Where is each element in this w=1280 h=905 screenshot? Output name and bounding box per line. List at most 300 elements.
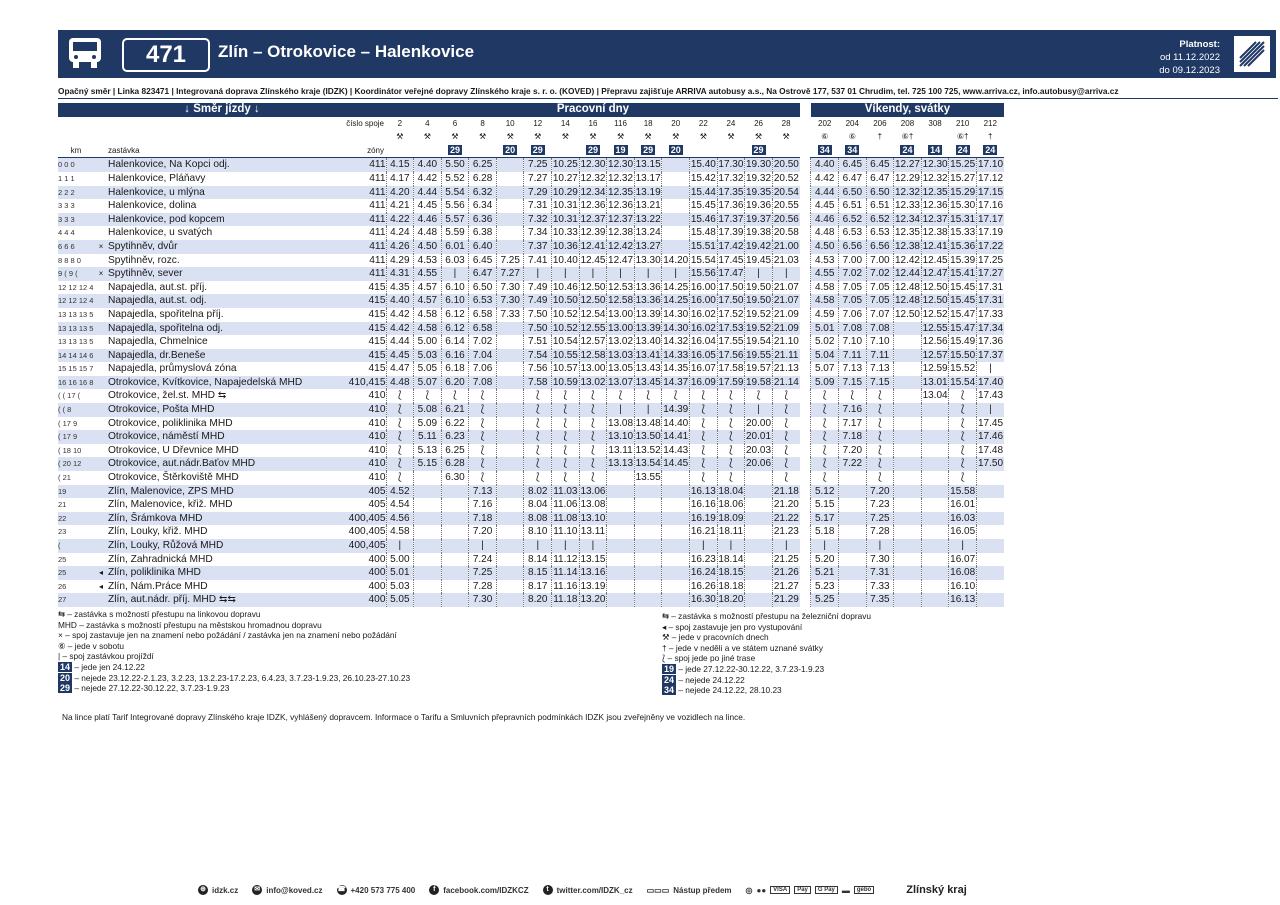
departure-time: 8.04 <box>524 498 552 512</box>
stop-name: Otrokovice, U Dřevnice MHD <box>108 444 239 456</box>
departure-time <box>496 362 524 376</box>
departure-time <box>745 498 773 512</box>
timetable-grid <box>58 103 1004 607</box>
departure-time: 4.22 <box>386 213 414 227</box>
stop-km: 8 8 8 0 <box>58 255 81 265</box>
departure-time: | <box>745 267 773 281</box>
departure-time <box>496 403 524 417</box>
departure-time: 6.47 <box>839 172 867 186</box>
stop-zone: 410 <box>368 472 386 484</box>
departure-time: 18.06 <box>718 499 744 511</box>
stop-name: Zlín, Šrámkova MHD <box>108 512 318 526</box>
departure-time: ⟅ <box>469 403 497 417</box>
departure-time: 7.02 <box>839 267 867 281</box>
departure-time: 20.52 <box>773 172 799 184</box>
departure-time: | <box>579 267 607 281</box>
gap <box>800 144 811 158</box>
departure-time: 13.11 <box>608 444 633 456</box>
departure-time: 4.58 <box>414 308 442 322</box>
stop-zone: 411 <box>369 172 386 184</box>
departure-time: | <box>524 539 552 553</box>
gap <box>800 103 811 117</box>
departure-time: 18.11 <box>718 526 744 538</box>
departure-time: 4.15 <box>386 158 414 172</box>
departure-time: ⟅ <box>662 389 690 403</box>
departure-time: 13.10 <box>608 431 634 443</box>
stop-zone: 411 <box>369 200 386 212</box>
stop-km: 13 13 13 5 <box>58 322 94 336</box>
departure-time: 16.05 <box>950 526 976 538</box>
departure-time: 12.30 <box>922 159 948 171</box>
departure-time: 4.46 <box>414 213 442 227</box>
stop-km: 27 <box>58 593 94 607</box>
stop-row <box>58 172 1004 186</box>
departure-time: 18.20 <box>718 594 744 606</box>
departure-time: | <box>976 362 1004 376</box>
departure-time <box>496 471 524 485</box>
departure-time: ⟅ <box>717 417 745 431</box>
stop-km: 12 12 12 4 <box>58 294 94 308</box>
stop-flag <box>94 362 108 376</box>
departure-time: 17.42 <box>718 240 744 252</box>
departure-time: 5.59 <box>441 226 469 240</box>
stop-name: Halenkovice, Na Kopci odj. <box>108 158 318 172</box>
departure-time <box>894 444 922 458</box>
departure-time: 14.32 <box>663 336 689 348</box>
departure-time: ⟅ <box>772 471 800 485</box>
departure-time: ⟅ <box>469 471 497 485</box>
departure-time <box>921 485 949 499</box>
departure-time: 6.40 <box>469 240 497 254</box>
departure-time: 15.30 <box>950 200 976 212</box>
departure-time: 11.12 <box>553 553 578 565</box>
departure-time <box>496 172 524 186</box>
departure-time: ⟅ <box>386 471 414 485</box>
gap <box>800 349 811 363</box>
gap <box>800 457 811 471</box>
footer-email[interactable] <box>252 885 322 895</box>
departure-time: 12.36 <box>922 200 948 212</box>
departure-time: 7.28 <box>866 525 894 539</box>
departure-time: 5.00 <box>386 553 414 567</box>
departure-time: 14.25 <box>663 295 689 307</box>
departure-time: 6.56 <box>866 240 894 254</box>
stop-zone: 411 <box>369 254 386 266</box>
stop-km: 3 3 3 <box>58 201 75 211</box>
departure-time: 17.17 <box>978 213 1004 225</box>
departure-time: 7.06 <box>839 308 867 322</box>
gap <box>800 240 811 254</box>
departure-time: 15.47 <box>950 308 976 320</box>
departure-time <box>441 539 469 553</box>
gap <box>800 498 811 512</box>
footer-twitter[interactable] <box>543 885 633 895</box>
departure-time: 12.27 <box>894 159 920 171</box>
departure-time: | <box>772 267 800 281</box>
stop-row <box>58 580 1004 594</box>
departure-time <box>921 403 949 417</box>
departure-time: 8.14 <box>524 553 552 567</box>
departure-time: 15.58 <box>950 485 976 497</box>
stop-km: ( 17 9 <box>58 418 78 428</box>
departure-time: 4.26 <box>386 240 414 254</box>
departure-time: 10.31 <box>552 200 578 212</box>
blank <box>94 117 108 131</box>
departure-time: 13.52 <box>635 444 661 456</box>
departure-time <box>839 539 867 553</box>
trip-note <box>607 144 635 158</box>
legend-note <box>662 675 871 686</box>
departure-time <box>662 566 690 580</box>
stop-zone: 410 <box>318 430 386 444</box>
trip-symbol: ⑥† <box>956 132 969 142</box>
departure-time: 6.53 <box>839 226 867 240</box>
gap <box>800 322 811 336</box>
departure-time: 5.03 <box>386 580 414 594</box>
departure-time: 16.00 <box>690 281 716 293</box>
stop-row <box>58 335 1004 349</box>
departure-time: | <box>634 403 662 417</box>
departure-time: 17.31 <box>978 281 1004 293</box>
stop-flag <box>94 417 108 431</box>
departure-time <box>496 199 524 213</box>
stop-km: 23 <box>58 527 67 537</box>
legend-right-item: ◂ – spoj zastavuje jen pro vystupování <box>662 621 803 632</box>
mail-icon: ✉ <box>252 885 262 895</box>
departure-time: 4.58 <box>386 525 414 539</box>
trip-note <box>976 144 1004 158</box>
departure-time <box>441 525 469 539</box>
departure-time: 7.20 <box>469 525 497 539</box>
footer-email-text: info@koved.cz <box>266 885 323 895</box>
note-text: – jede jen 24.12.22 <box>74 661 145 672</box>
departure-time: 7.27 <box>524 172 552 186</box>
departure-time: 17.55 <box>718 336 744 348</box>
departure-time <box>976 539 1004 553</box>
departure-time: ⟅ <box>634 389 662 403</box>
legend-left-item: MHD – zastávka s možností přestupu na městskou hromadnou dopravu <box>58 619 322 630</box>
departure-time: 17.50 <box>978 458 1004 470</box>
departure-time: 7.54 <box>524 349 552 363</box>
departure-time: 12.56 <box>922 336 948 348</box>
departure-time: 12.47 <box>922 268 948 280</box>
footer-facebook-text: facebook.com/IDZKCZ <box>443 885 529 895</box>
departure-time: ⟅ <box>811 403 839 417</box>
departure-time: 17.36 <box>978 336 1004 348</box>
departure-time: 15.25 <box>950 159 976 171</box>
departure-time: 21.13 <box>773 363 799 375</box>
departure-time <box>894 362 922 376</box>
departure-time <box>496 430 524 444</box>
blank <box>108 117 318 131</box>
departure-time <box>662 471 690 485</box>
departure-time: 4.52 <box>386 485 414 499</box>
departure-time: 20.06 <box>746 458 772 470</box>
departure-time: 20.03 <box>746 444 772 456</box>
stop-zone: 415 <box>368 336 386 348</box>
departure-time: 13.54 <box>635 458 661 470</box>
gap <box>800 389 811 403</box>
departure-time <box>441 566 469 580</box>
departure-time: ⟅ <box>579 430 607 444</box>
departure-time: 7.30 <box>496 294 524 308</box>
departure-time: 17.30 <box>718 159 744 171</box>
departure-time: 12.30 <box>608 159 634 171</box>
departure-time: 12.37 <box>608 213 634 225</box>
departure-time: 12.50 <box>580 295 606 307</box>
facebook-icon: f <box>429 885 439 895</box>
legend-right-item: ⚒ – jede v pracovních dnech <box>662 632 769 643</box>
departure-time <box>441 553 469 567</box>
col-zone-label: zóny <box>318 144 386 158</box>
gap <box>800 213 811 227</box>
departure-time <box>839 566 867 580</box>
footer-facebook[interactable] <box>429 885 528 895</box>
stop-row <box>58 457 1004 471</box>
footer-phone-text: +420 573 775 400 <box>350 885 416 895</box>
valid-to: do 09.12.2023 <box>1159 65 1220 76</box>
departure-time: ⟅ <box>949 457 977 471</box>
departure-time: 21.00 <box>773 240 799 252</box>
departure-time: ⟅ <box>579 471 607 485</box>
departure-time: 13.15 <box>635 159 661 171</box>
departure-time: 5.15 <box>811 498 839 512</box>
departure-time: | <box>579 539 607 553</box>
departure-time: 5.15 <box>414 457 442 471</box>
departure-time: | <box>662 267 690 281</box>
trip-number: 6 <box>452 118 458 128</box>
departure-time: 8.17 <box>524 580 552 594</box>
departure-time: 6.51 <box>839 199 867 213</box>
departure-time <box>745 471 773 485</box>
departure-time <box>607 539 635 553</box>
legend-right-item: ⇆ – zastávka s možností přestupu na železniční dopravu <box>662 611 871 621</box>
legend-right-item: † – jede v neděli a ve státem uznané svátky <box>662 642 823 653</box>
departure-time: 12.48 <box>894 295 920 307</box>
col-spoj-label: číslo spoje <box>346 118 384 128</box>
departure-time <box>839 512 867 526</box>
trip-number: 204 <box>845 118 859 128</box>
departure-time: 12.38 <box>608 227 634 239</box>
departure-time: 11.16 <box>553 580 578 592</box>
trip-note <box>524 144 552 158</box>
departure-time: 4.44 <box>414 186 442 200</box>
departure-time: 7.23 <box>866 498 894 512</box>
departure-time: 6.28 <box>469 172 497 186</box>
departure-time: 10.36 <box>552 240 578 252</box>
departure-time: 20.01 <box>746 431 772 443</box>
departure-time: 17.48 <box>978 444 1004 456</box>
departure-time <box>662 593 690 607</box>
departure-time: 4.47 <box>386 362 414 376</box>
stop-row <box>58 485 1004 499</box>
departure-time <box>921 498 949 512</box>
departure-time <box>607 553 635 567</box>
trip-note <box>717 144 745 158</box>
departure-time: 7.13 <box>866 362 894 376</box>
trip-note <box>662 144 690 158</box>
stop-zone: 411 <box>318 186 386 200</box>
departure-time: ⟅ <box>524 471 552 485</box>
departure-time: 17.37 <box>718 213 744 225</box>
stop-zone: 410 <box>368 444 386 456</box>
stop-name: Zlín, Zahradnická MHD <box>108 553 213 565</box>
note-code: 14 <box>60 661 71 672</box>
departure-time: 7.13 <box>469 485 497 499</box>
legend-note <box>58 673 410 684</box>
stop-km: ( 20 12 <box>58 457 94 471</box>
departure-time: 11.14 <box>553 567 578 579</box>
trip-symbol: ⑥ <box>848 132 856 142</box>
stop-flag <box>94 213 108 227</box>
departure-time: ⟅ <box>524 403 552 417</box>
footer-web[interactable] <box>198 885 238 895</box>
gap <box>800 281 811 295</box>
legend-left-item: × – spoj zastavuje jen na znamení nebo požádání / zastávka jen na znamení nebo požádání <box>58 630 397 641</box>
departure-time: 4.56 <box>386 512 414 526</box>
gap <box>800 580 811 594</box>
departure-time <box>414 553 442 567</box>
gap <box>800 117 811 131</box>
departure-time: 13.16 <box>580 567 606 579</box>
gap <box>800 226 811 240</box>
stop-row <box>58 553 1004 567</box>
stop-flag: × <box>94 240 108 254</box>
departure-time: 15.31 <box>950 213 976 225</box>
stop-row <box>58 349 1004 363</box>
departure-time <box>662 512 690 526</box>
departure-time: 5.08 <box>414 403 442 417</box>
footer <box>198 884 967 896</box>
departure-time: 21.27 <box>773 580 799 592</box>
trip-note <box>634 144 662 158</box>
stop-name: Zlín, aut.nádr. příj. MHD ⇆⇆ <box>108 593 318 607</box>
stop-km: 13 13 13 5 <box>58 309 94 319</box>
departure-time: 19.50 <box>746 281 772 293</box>
note-text: – nejede 27.12.22-30.12.22, 3.7.23-1.9.23 <box>74 683 230 694</box>
departure-time: 7.25 <box>469 566 497 580</box>
departure-time: 7.15 <box>839 376 867 390</box>
departure-time: 17.59 <box>718 376 744 388</box>
trip-number: 2 <box>397 118 403 128</box>
departure-time: 17.19 <box>978 227 1004 239</box>
departure-time: 17.34 <box>978 322 1004 334</box>
departure-time: ⟅ <box>772 389 800 403</box>
departure-time: 18.14 <box>718 553 744 565</box>
stop-km: ( ( 8 <box>58 403 94 417</box>
departure-time: 19.42 <box>746 240 772 252</box>
departure-time: 15.54 <box>690 254 716 266</box>
departure-time <box>894 580 922 594</box>
departure-time: 17.40 <box>978 376 1004 388</box>
departure-time: 12.53 <box>608 281 634 293</box>
stop-flag <box>94 553 108 567</box>
departure-time: 13.40 <box>635 336 661 348</box>
stop-km: ( ( 17 ( <box>58 391 81 401</box>
departure-time: 12.32 <box>608 172 634 184</box>
stop-name: Spytihněv, dvůr <box>108 240 318 254</box>
departure-time: 7.08 <box>839 322 867 336</box>
departure-time: 7.17 <box>839 417 867 431</box>
contactless-icon: ◎ <box>745 885 753 895</box>
google-pay-badge: G Pay <box>815 886 838 894</box>
stop-flag <box>94 444 108 458</box>
departure-time: 4.48 <box>386 376 414 390</box>
stop-zone: 415 <box>368 363 386 375</box>
stop-flag <box>94 593 108 607</box>
stop-flag <box>94 335 108 349</box>
departure-time <box>921 525 949 539</box>
gap <box>800 553 811 567</box>
departure-time <box>976 471 1004 485</box>
stop-flag <box>94 525 108 539</box>
departure-time: 4.29 <box>386 254 414 268</box>
departure-time: 17.35 <box>718 186 744 198</box>
departure-time: ⟅ <box>579 417 607 431</box>
stop-km: 2 2 2 <box>58 186 94 200</box>
departure-time: 17.15 <box>978 186 1004 198</box>
gap <box>800 593 811 607</box>
trip-symbol: ⚒ <box>423 132 431 142</box>
departure-time: 12.50 <box>922 281 948 293</box>
departure-time <box>745 593 773 607</box>
departure-time: 15.50 <box>950 349 976 361</box>
footer-phone[interactable] <box>337 885 416 895</box>
departure-time: 13.02 <box>580 376 606 388</box>
departure-time: 12.50 <box>894 308 920 320</box>
departure-time: 11.08 <box>553 512 578 524</box>
departure-time: | <box>772 539 800 553</box>
note-badge: 29 <box>587 144 598 155</box>
departure-time <box>414 471 442 485</box>
visa-badge: VISA <box>770 886 790 894</box>
departure-time: 7.32 <box>524 213 552 227</box>
direction-label: ↓ Směr jízdy ↓ <box>58 103 386 117</box>
note-badge: 29 <box>643 144 654 155</box>
departure-time: 7.20 <box>839 444 867 458</box>
departure-time <box>496 593 524 607</box>
departure-time: 7.22 <box>839 457 867 471</box>
note-text: – nejede 23.12.22-2.1.23, 3.2.23, 13.2.23-17.2.23, 6.4.23, 3.7.23-1.9.23, 26.10.23-27.10.23 <box>74 672 411 683</box>
departure-time: 7.11 <box>866 349 894 363</box>
departure-time: | <box>552 267 580 281</box>
departure-time: 6.22 <box>441 417 469 431</box>
departure-time: 11.06 <box>553 499 578 511</box>
departure-time: | <box>441 267 469 281</box>
departure-time: ⟅ <box>386 403 414 417</box>
departure-time: 12.50 <box>580 281 606 293</box>
departure-time: 10.55 <box>552 349 578 361</box>
departure-time: 5.21 <box>811 566 839 580</box>
departure-time: 10.25 <box>552 159 578 171</box>
departure-time: ⟅ <box>579 389 607 403</box>
departure-time: 8.10 <box>524 525 552 539</box>
departure-time: 6.21 <box>441 403 469 417</box>
note-badge: 34 <box>847 144 858 155</box>
departure-time: 15.40 <box>690 159 716 171</box>
stop-row <box>58 213 1004 227</box>
stop-km: 6 6 6 <box>58 240 94 254</box>
departure-time: 4.57 <box>414 281 442 295</box>
departure-time: 4.31 <box>386 267 414 281</box>
departure-time: ⟅ <box>386 430 414 444</box>
departure-time <box>745 580 773 594</box>
departure-time: 7.08 <box>469 376 497 390</box>
stop-name: Napajedla, spořitelna odj. <box>108 322 318 336</box>
departure-time: 4.54 <box>386 498 414 512</box>
departure-time: 7.30 <box>469 593 497 607</box>
departure-time <box>894 457 922 471</box>
